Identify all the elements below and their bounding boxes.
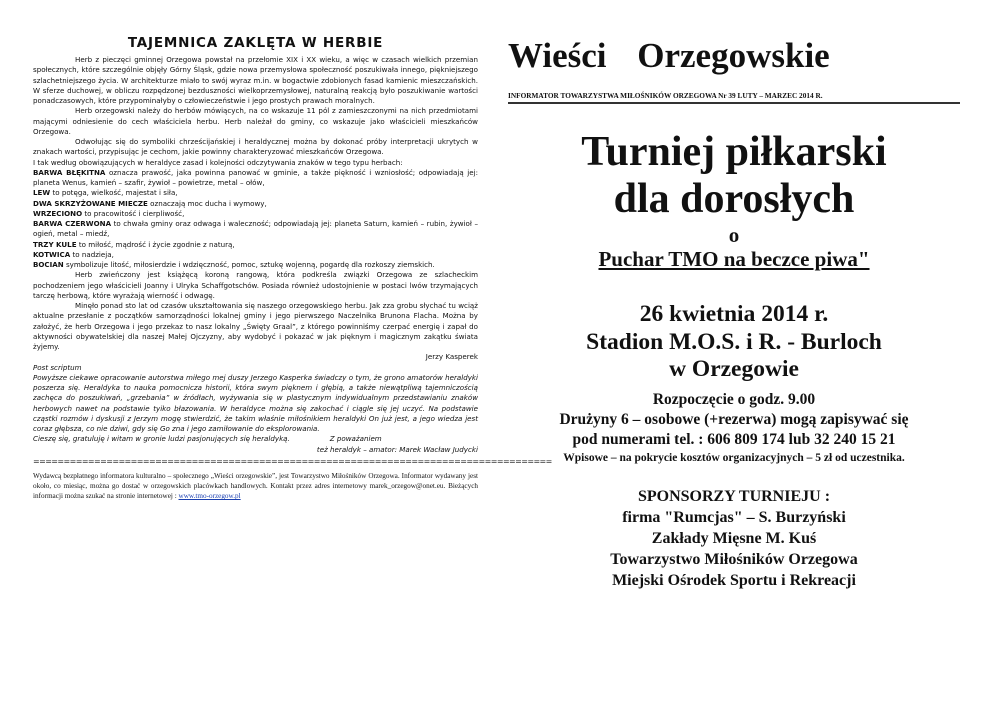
postscript-regards: Z poważaniem — [329, 434, 382, 444]
heraldry-text: to pracowitość i cierpliwość, — [82, 208, 185, 218]
postscript-closing-text: Cieszę się, gratuluję i witam w gronie ludzi pasjonujących się heraldyką. — [33, 434, 290, 444]
postscript-title: Post scriptum — [33, 362, 82, 372]
entry-fee: Wpisowe – na pokrycie kosztów organizacyjnych – 5 zł od uczestnika. — [563, 451, 905, 464]
sponsor-item: Miejski Ośrodek Sportu i Rekreacji — [612, 571, 856, 589]
postscript-closing — [33, 434, 478, 444]
heraldry-item — [33, 260, 478, 270]
sponsor-item: firma "Rumcjas" – S. Burzyński — [622, 508, 846, 526]
heraldry-text: to chwała gminy oraz odwaga i waleczność; odpowiadają jej: planeta Saturn, kamień – rubin, żywioł – ogień, metal – miedź, — [33, 219, 478, 239]
article-title: TAJEMNICA ZAKLĘTA W HERBIE — [127, 35, 384, 51]
teams-info-line-1: Drużyny 6 – osobowe (+rezerwa) mogą zapisywać się — [559, 410, 909, 428]
heraldry-text: to miłość, mądrość i życie zgodnie z naturą, — [76, 239, 235, 249]
sponsor-item: Zakłady Mięsne M. Kuś — [651, 529, 817, 547]
heraldry-text: to nadzieja, — [70, 249, 114, 259]
issue-info: INFORMATOR TOWARZYSTWA MIŁOŚNIKÓW ORZEGOWA Nr 39 LUTY – MARZEC 2014 R. — [508, 91, 960, 104]
event-date: 26 kwietnia 2014 r. — [639, 301, 829, 327]
heraldry-item — [33, 188, 478, 198]
heraldry-term: WRZECIONO — [33, 208, 83, 218]
headline-line-1: Turniej piłkarski — [581, 129, 887, 175]
heraldry-item — [33, 240, 478, 250]
sponsor-item: Towarzystwo Miłośników Orzegowa — [610, 550, 858, 568]
publisher-footer — [33, 471, 478, 502]
heraldry-text: oznacza prawość, jaka powinna panować w gminie, a także piękność i wzniosłość; odpowiadają jej: planeta Wenus, kamień – szafir, żywioł – powietrze, metal – ołów, — [33, 167, 478, 187]
heraldry-term: KOTWICA — [33, 249, 71, 259]
poster-column — [508, 36, 960, 591]
headline-line-2: dla dorosłych — [613, 176, 855, 222]
article-paragraph: I tak według obowiązujących w heraldyce zasad i kolejności odczytywania znaków w tego typu herbach: — [33, 157, 403, 167]
heraldry-item — [33, 250, 478, 260]
event-venue: Stadion M.O.S. i R. - Burloch — [586, 328, 882, 355]
article-column — [33, 28, 552, 502]
article-paragraph: Odwołując się do symboliki chrześcijańskiej i heraldycznej można by dokonać próby interpretacji ukrytych w znakach wartości, przypisując je cechom, jakie powinny charakteryzować mieszkańców Orzegowa. — [33, 137, 478, 157]
website-link[interactable]: www.tmo-orzegow.pl — [178, 492, 241, 501]
cup-title: Puchar TMO na beczce piwa" — [598, 247, 870, 271]
heraldry-term: DWA SKRZYŻOWANE MIECZE — [33, 198, 148, 208]
publisher-footer-text: Wydawcą bezpłatnego informatora kulturalno – społecznego „Wieści orzegowskie”, jest Towarzystwo Miłośników Orzegowa. Informator wydawany jest około, co miesiąc, można go dostać w orzegowskich placówkach handlowych. Kontakt przez adres internetowy marek_orzegow@onet.eu. Bieżących informacji można szukać na stronie internetowej : — [33, 471, 478, 501]
heraldry-item — [33, 209, 478, 219]
heraldry-term: TRZY KULE — [33, 239, 77, 249]
article-paragraph: Minęło ponad sto lat od czasów ukształtowania się naszego orzegowskiego herbu. Jak zza grobu słychać tu wciąż aktualne przesłanie z początków samorządności lokalnej gminy i jego pierwszego Naczelnika Brunona Flacha. Można by założyć, że herb Orzegowa i jego przekaz to nasz lokalny „Święty Graal”, z którego powinniśmy czerpać energię i zapał do aktywności obywatelskiej dla naszej Małej Ojczyzny, aby wydobyć i pokazać w jak pięknym i magicznym zakątku świata żyjemy. — [33, 301, 478, 351]
article-paragraph: Herb zwieńczony jest książęcą koroną rangową, która podkreśla związki Orzegowa ze szlacheckim pochodzeniem jego właścicieli Joanny i Ulryka Schaffgotschów. Posiada również udostojnienie w postaci lwów trzymających tarczę herbową, które wyrażają wierność i odwagę. — [33, 270, 478, 300]
heraldry-term: BARWA BŁĘKITNA — [33, 167, 106, 177]
headline-connector: o — [728, 223, 740, 247]
masthead: Wieści Orzegowskie — [508, 36, 830, 75]
postscript-text: Powyższe ciekawe opracowanie autorstwa miłego mej duszy Jerzego Kasperka świadczy o tym, że grono amatorów heraldyki poszerza się. Heraldyka to nauka pomocnicza historii, która swym pięknem i głębią, a także niewątpliwą tajemniczością zachęca do poszukiwań, „grzebania” w źródłach, wyżywania się w plastycznym indywidualnym przedstawianiu znaków herbowych nawet na podstawie tyiko błazowania. W heraldyce można się zakochać i ciągle się jej uczyć. Na podstawie cząstki rozmów i dyskusji z Jerzym mogę stwierdzić, że takim właśnie miłośnikiem heraldyki On już jest, a jego wiedza jest coraz głębsza, co nie dziwi, gdy się Go zna i jego zamiłowanie do eksplorowania. — [33, 372, 478, 433]
event-town: w Orzegowie — [669, 356, 799, 382]
start-time: Rozpoczęcie o godz. 9.00 — [652, 390, 816, 408]
heraldry-text: oznaczają moc ducha i wymowy, — [147, 198, 267, 208]
heraldry-text: symbolizuje litość, miłosierdzie i wdzięczność, pomoc, sztukę wojenną, pogardę dla rozkoszy ziemskich. — [63, 260, 435, 269]
heraldry-item — [33, 168, 478, 189]
teams-info-line-2: pod numerami tel. : 606 809 174 lub 32 240 15 21 — [572, 430, 896, 448]
heraldry-term: BARWA CZERWONA — [33, 219, 112, 228]
sponsors-title: SPONSORZY TURNIEJU : — [637, 487, 831, 505]
postscript-signature: też heraldyk – amator: Marek Wacław Judycki — [316, 444, 478, 454]
heraldry-term: BOCIAN — [33, 260, 64, 269]
heraldry-text: to potęga, wielkość, majestat i siła, — [50, 188, 178, 198]
article-paragraph: Herb orzegowski należy do herbów mówiących, na co wskazuje 11 pól z zamieszczonymi na nich przedmiotami mającymi odniesienie do cech właściciela herbu. Herb należał do gminy, co wskazuje jako właścicieli mieszkańców Orzegowa. — [33, 106, 478, 136]
separator-line: ===================================================================================== — [33, 456, 552, 466]
heraldry-term: LEW — [33, 188, 51, 198]
article-paragraph: Herb z pieczęci gminnej Orzegowa powstał na przełomie XIX i XX wieku, a więc w czasach wielkich przemian społecznych, które szczególnie objęły Górny Śląsk, gdzie nowa przemysłowa społeczność poszukiwała innego, piękniejszego szlachetniejszego życia. W architekturze miało to swój wyraz m.in. w bogactwie zdobionych fasad kamienic mieszczańskich. W sferze duchowej, w obliczu rozpędzonej bezduszności wielkoprzemysłowej, naturalną reakcją było poszukiwanie wartości ponadczasowych, które przypominałyby o człowieczeństwie i jego prostych prawach moralnych. — [33, 55, 478, 105]
heraldry-item — [33, 199, 478, 209]
article-author: Jerzy Kasperek — [425, 352, 478, 362]
heraldry-item — [33, 219, 478, 240]
